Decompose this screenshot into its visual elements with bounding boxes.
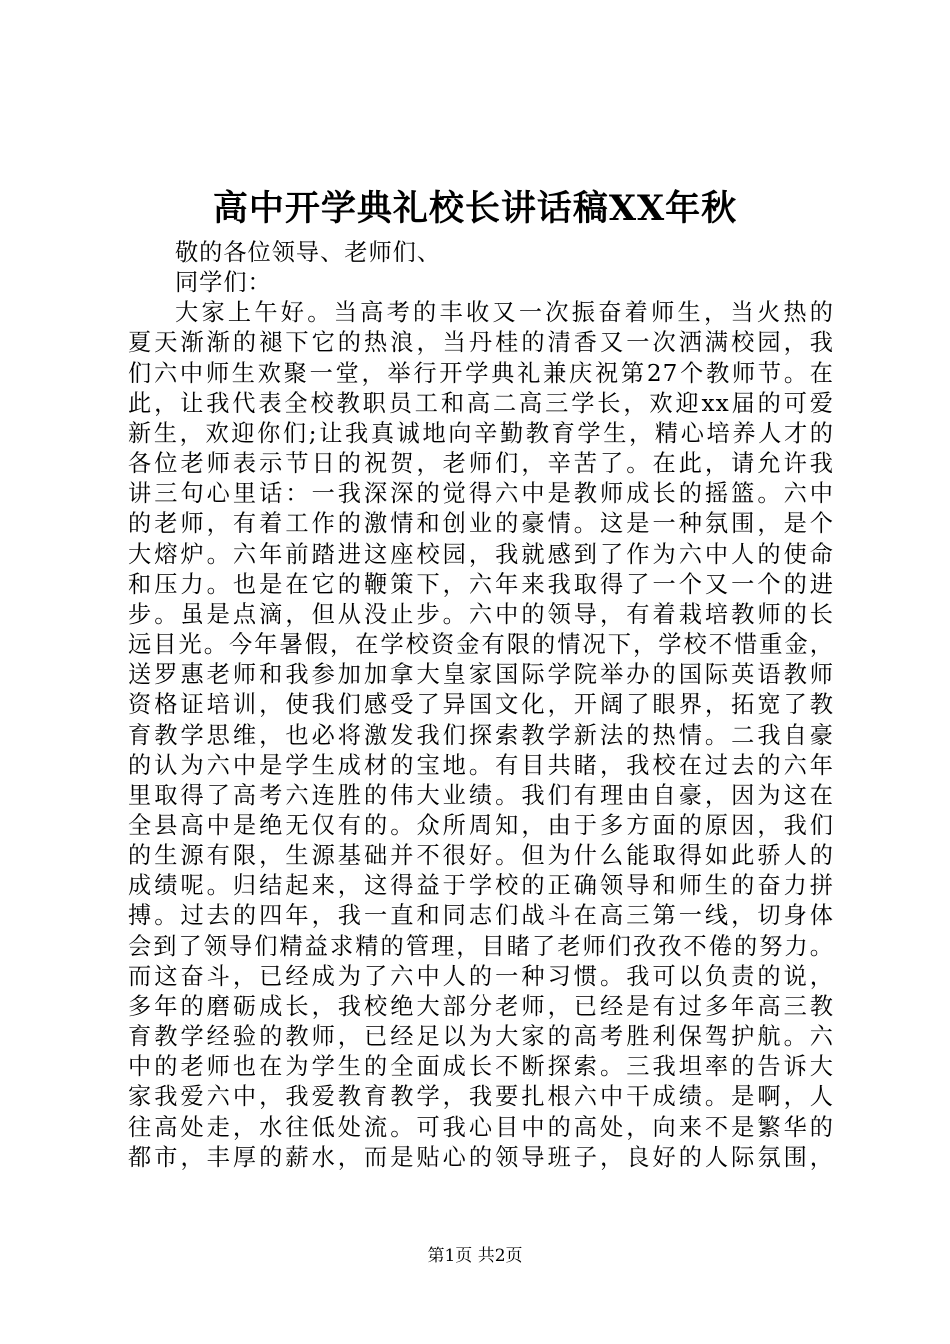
body-line: 远目光。今年暑假，在学校资金有限的情况下，学校不惜重金，	[128, 631, 834, 659]
greeting-line: 敬的各位领导、老师们、	[175, 239, 442, 266]
body-line: 夏天渐渐的褪下它的热浪，当丹桂的清香又一次洒满校园，我	[128, 329, 834, 357]
body-line: 各位老师表示节日的祝贺，老师们，辛苦了。在此，请允许我	[128, 450, 834, 478]
body-line: 的认为六中是学生成材的宝地。有目共睹，我校在过去的六年	[128, 751, 834, 779]
body-line: 大家上午好。当高考的丰收又一次振奋着师生，当火热的	[175, 299, 834, 327]
body-line: 全县高中是绝无仅有的。众所周知，由于多方面的原因，我们	[128, 811, 834, 839]
body-line: 此，让我代表全校教职员工和高二高三学长，欢迎xx届的可爱	[128, 389, 834, 417]
body-line: 讲三句心里话：一我深深的觉得六中是教师成长的摇篮。六中	[128, 480, 834, 508]
page-footer: 第1页 共2页	[427, 1246, 523, 1266]
document-title: 高中开学典礼校长讲话稿XX年秋	[212, 188, 738, 229]
body-line: 和压力。也是在它的鞭策下，六年来我取得了一个又一个的进	[128, 570, 834, 598]
body-line: 步。虽是点滴，但从没止步。六中的领导，有着栽培教师的长	[128, 600, 834, 628]
body-line: 育教学思维，也必将激发我们探索教学新法的热情。二我自豪	[128, 721, 834, 749]
body-line: 都市，丰厚的薪水，而是贴心的领导班子，良好的人际氛围，	[128, 1143, 834, 1171]
body-line: 的生源有限，生源基础并不很好。但为什么能取得如此骄人的	[128, 842, 834, 870]
body-line: 搏。过去的四年，我一直和同志们战斗在高三第一线，切身体	[128, 902, 834, 930]
body-line: 家我爱六中，我爱教育教学，我要扎根六中干成绩。是啊，人	[128, 1083, 834, 1111]
body-line: 大熔炉。六年前踏进这座校园，我就感到了作为六中人的使命	[128, 540, 834, 568]
body-line: 资格证培训，使我们感受了异国文化，开阔了眼界，拓宽了教	[128, 691, 834, 719]
body-line: 往高处走，水往低处流。可我心目中的高处，向来不是繁华的	[128, 1113, 834, 1141]
body-line: 们六中师生欢聚一堂，举行开学典礼兼庆祝第27个教师节。在	[128, 359, 834, 387]
document-body	[128, 238, 834, 1173]
body-line: 多年的磨砺成长，我校绝大部分老师，已经是有过多年高三教	[128, 992, 834, 1020]
body-line: 育教学经验的教师，已经足以为大家的高考胜利保驾护航。六	[128, 1023, 834, 1051]
body-line: 中的老师也在为学生的全面成长不断探索。三我坦率的告诉大	[128, 1053, 834, 1081]
body-line: 的老师，有着工作的激情和创业的豪情。这是一种氛围，是个	[128, 510, 834, 538]
body-line: 送罗惠老师和我参加加拿大皇家国际学院举办的国际英语教师	[128, 661, 834, 689]
body-line: 成绩呢。归结起来，这得益于学校的正确领导和师生的奋力拼	[128, 872, 834, 900]
greeting-line: 同学们：	[175, 269, 272, 297]
body-line: 新生，欢迎你们;让我真诚地向辛勤教育学生，精心培养人才的	[128, 419, 834, 447]
body-line: 而这奋斗，已经成为了六中人的一种习惯。我可以负责的说，	[128, 962, 834, 990]
body-line: 会到了领导们精益求精的管理，目睹了老师们孜孜不倦的努力。	[128, 932, 834, 960]
body-line: 里取得了高考六连胜的伟大业绩。我们有理由自豪，因为这在	[128, 781, 834, 809]
